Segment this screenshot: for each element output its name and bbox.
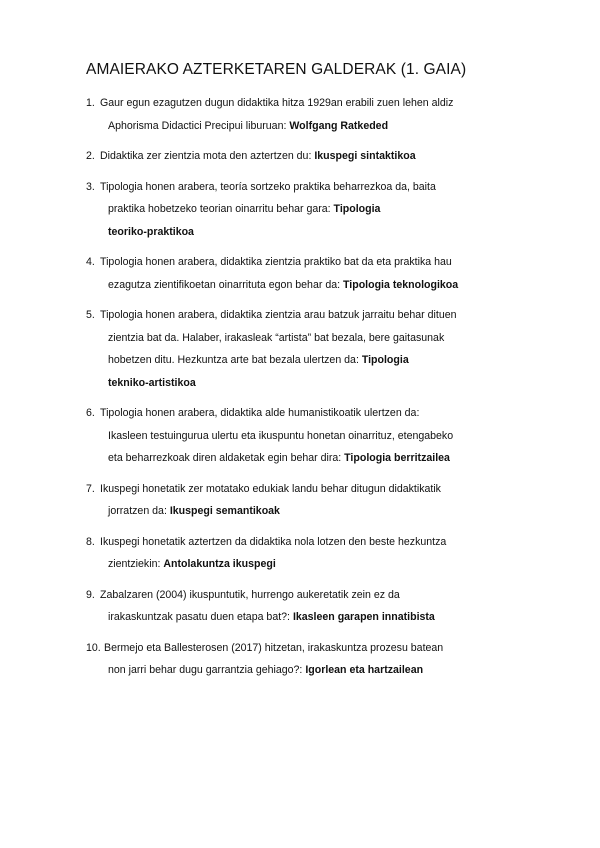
question-number: 9. (86, 588, 95, 601)
question-text: zientziekin: (108, 558, 164, 570)
question-text: non jarri behar dugu garrantzia gehiago?: (108, 664, 306, 676)
question-text-line (86, 425, 566, 448)
question-text-line (86, 659, 566, 682)
question-text: eta beharrezkoak diren aldaketak egin behar dira: (108, 452, 345, 464)
question-spacer (86, 168, 566, 176)
question-item (86, 145, 566, 168)
question-text-line (86, 531, 566, 554)
question-item (86, 304, 566, 394)
question-list (86, 92, 566, 682)
question-item (86, 176, 566, 244)
question-text: ezagutza zientifikoetan oinarrituta egon behar da: (108, 278, 343, 291)
question-text-line (86, 221, 566, 244)
question-text: irakaskuntzak pasatu duen etapa bat?: (108, 611, 293, 623)
question-text: Ikuspegi honetatik aztertzen da didaktika nola lotzen den beste hezkuntza (100, 535, 447, 548)
question-item (86, 531, 566, 576)
question-text-line (86, 198, 566, 221)
question-number: 2. (86, 150, 95, 162)
question-text: Tipologia honen arabera, teoría sortzeko praktika beharrezkoa da, baita (100, 180, 436, 193)
question-text-line (86, 145, 566, 168)
question-text-line (86, 304, 566, 327)
question-number: 7. (86, 482, 95, 495)
question-text: zientzia bat da. Halaber, irakasleak “artista” bat bezala, bere gaitasunak (108, 331, 445, 344)
question-text: Gaur egun ezagutzen dugun didaktika hitza 1929an erabili zuen lehen aldiz (100, 97, 454, 109)
answer-text: Tipologia teknologikoa (343, 278, 459, 291)
question-spacer (86, 137, 566, 145)
answer-text: Ikuspegi semantikoak (169, 505, 280, 517)
question-spacer (86, 629, 566, 637)
question-text: jorratzen da: (108, 505, 170, 517)
question-spacer (86, 296, 566, 304)
question-text-line (86, 637, 566, 660)
question-text-line (86, 176, 566, 199)
question-item (86, 402, 566, 470)
question-text: hobetzen ditu. Hezkuntza arte bat bezala ulertzen da: (108, 354, 362, 366)
page-title: AMAIERAKO AZTERKETAREN GALDERAK (1. GAIA) (86, 61, 467, 78)
question-spacer (86, 470, 566, 478)
question-spacer (86, 576, 566, 584)
question-text-line (86, 251, 566, 274)
question-text-line (86, 115, 566, 138)
question-text-line (86, 327, 566, 350)
question-spacer (86, 243, 566, 251)
answer-text: Antolakuntza ikuspegi (163, 558, 276, 570)
question-text: Bermejo eta Ballesterosen (2017) hitzetan, irakaskuntza prozesu batean (104, 641, 444, 654)
answer-text: Tipologia (333, 203, 381, 215)
question-text-line (86, 402, 566, 425)
answer-text: Ikasleen garapen innatibista (292, 611, 435, 623)
answer-text-continuation: teoriko-praktikoa (108, 225, 194, 238)
question-number: 3. (86, 180, 95, 193)
question-text-line (86, 92, 566, 115)
question-item (86, 92, 566, 137)
question-text-line (86, 553, 566, 576)
question-text-line (86, 372, 566, 395)
question-text: Tipologia honen arabera, didaktika zientzia arau batzuk jarraitu behar dituen (100, 309, 457, 321)
answer-text: Igorlean eta hartzailean (305, 664, 424, 676)
answer-text: Tipologia (361, 354, 409, 366)
question-item (86, 637, 566, 682)
question-number: 1. (86, 97, 95, 109)
question-spacer (86, 523, 566, 531)
question-text: Tipologia honen arabera, didaktika zientzia praktiko bat da eta praktika hau (100, 256, 452, 268)
question-text: Ikuspegi honetatik zer motatako edukiak landu behar ditugun didaktikatik (100, 482, 441, 495)
answer-text: Wolfgang Ratkeded (289, 119, 389, 132)
question-item (86, 584, 566, 629)
question-text-line (86, 584, 566, 607)
question-spacer (86, 394, 566, 402)
question-text-line (86, 606, 566, 629)
question-text-line (86, 349, 566, 372)
question-item (86, 251, 566, 296)
answer-text: Tipologia berritzailea (344, 452, 450, 464)
question-text: Aphorisma Didactici Precipui liburuan: (108, 119, 290, 132)
question-item (86, 478, 566, 523)
question-text: Didaktika zer zientzia mota den aztertzen du: (100, 150, 315, 162)
question-text-line (86, 274, 566, 297)
question-text: Tipologia honen arabera, didaktika alde humanistikoatik ulertzen da: (100, 407, 420, 419)
question-number: 6. (86, 407, 95, 419)
question-text-line (86, 478, 566, 501)
question-number: 4. (86, 256, 95, 268)
question-number: 8. (86, 535, 95, 548)
question-text: Ikasleen testuingurua ulertu eta ikuspuntu honetan oinarrituz, etengabeko (108, 429, 454, 442)
question-text-line (86, 447, 566, 470)
answer-text: Ikuspegi sintaktikoa (314, 150, 416, 162)
question-text: praktika hobetzeko teorian oinarritu behar gara: (108, 203, 334, 215)
question-number: 5. (86, 309, 95, 321)
question-text: Zabalzaren (2004) ikuspuntutik, hurrengo aukeretatik zein ez da (100, 588, 400, 601)
question-number: 10. (86, 641, 101, 654)
answer-text-continuation: tekniko-artistikoa (108, 376, 196, 389)
question-text-line (86, 500, 566, 523)
